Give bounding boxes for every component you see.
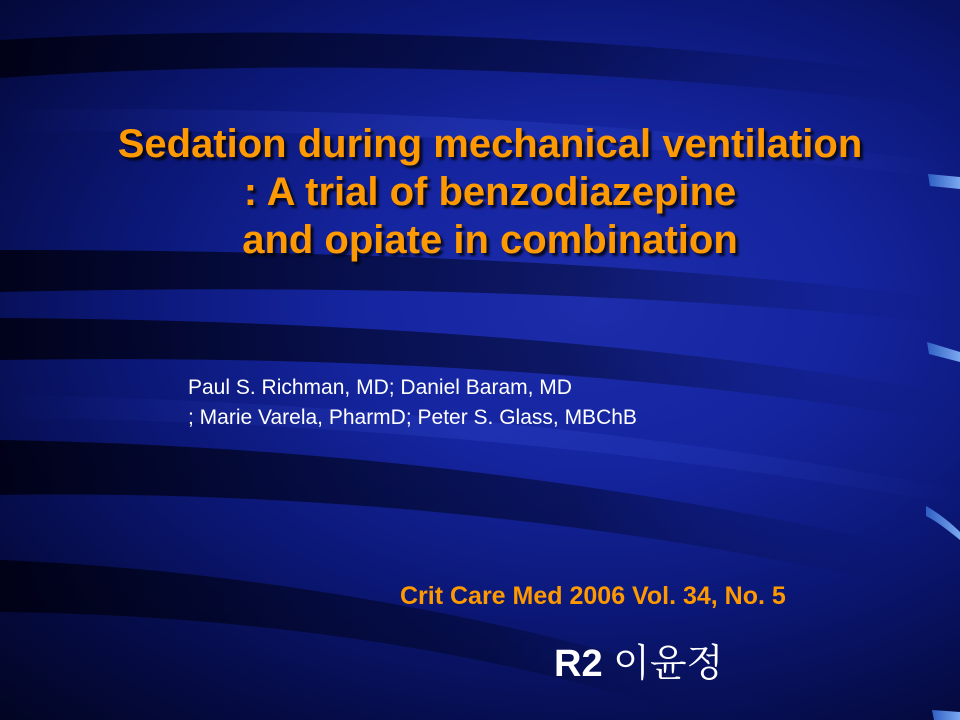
journal-citation: Crit Care Med 2006 Vol. 34, No. 5 — [400, 582, 786, 610]
slide-title — [0, 120, 960, 264]
authors-line-1: Paul S. Richman, MD; Daniel Baram, MD — [188, 376, 572, 399]
author-list — [188, 373, 637, 433]
edge-stripe-2 — [927, 342, 960, 362]
title-line-1: Sedation during mechanical ventilation — [117, 122, 863, 166]
edge-stripe-4 — [932, 710, 960, 720]
authors-line-2: ; Marie Varela, PharmD; Peter S. Glass, MBChB — [188, 406, 637, 429]
presenter — [554, 632, 723, 687]
edge-stripe-3 — [926, 506, 960, 540]
presenter-role: R2 — [554, 643, 603, 685]
presenter-name: 이윤정 — [613, 643, 724, 685]
title-line-3: and opiate in combination — [242, 218, 738, 262]
title-line-2: : A trial of benzodiazepine — [243, 170, 737, 214]
band-1 — [0, 33, 960, 110]
